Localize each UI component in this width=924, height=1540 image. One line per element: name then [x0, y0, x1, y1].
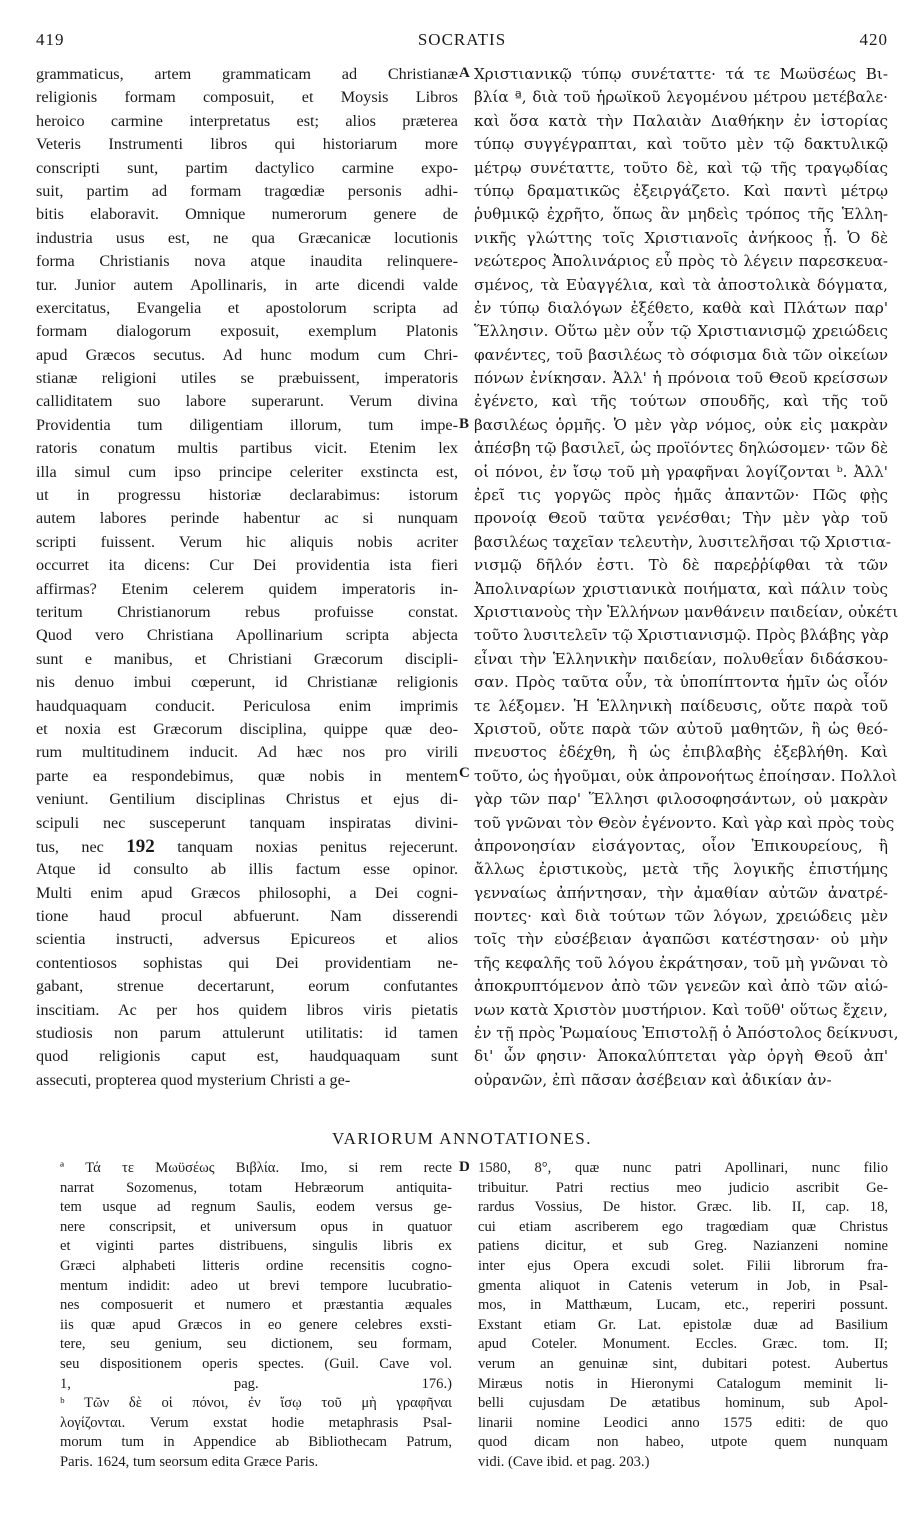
greek-text-line: τοῖς τὴν εὐσέβειαν ἀγαπῶσι κατέστησαν· οὐ μὴν [474, 930, 888, 949]
greek-text-line: τύπῳ δραματικῶς ἐξειργάζετο. Καὶ παντὶ μέτρῳ [474, 181, 888, 200]
annotation-line: linarii nomine Leodici anno 1575 editi: de quo [478, 1414, 888, 1431]
latin-text-line: bitis elaboravit. Omnique numerorum genere de [36, 205, 458, 224]
annotation-line: tem usque ad regnum Saulis, eodem versus ge- [60, 1199, 452, 1216]
greek-text-line: φανέντες, τοῦ βασιλέως τὸ σόφισμα διὰ τῶν οἰκείων [474, 345, 888, 364]
annotation-line: Exstant etiam Gr. Lat. epistolæ duæ ad Basilium [478, 1316, 888, 1333]
greek-text-line: καὶ ὅσα κατὰ τὴν Παλαιὰν Διαθήκην ἐν ἱστορίας [474, 111, 888, 130]
greek-text-line: τοῦτο λυσιτελεῖν τῷ Χριστιανισμῷ. Πρὸς βλάβης γὰρ [474, 626, 889, 645]
annotation-line: patiens dicitur, et sub Greg. Nazianzeni nomine [478, 1238, 888, 1255]
latin-text-line: scientia instructi, adversus Epicureos et alios [36, 930, 458, 949]
greek-text-line: οἱ πόνοι, ἐν ἴσῳ τοῦ μὴ γραφῆναι λογίζονται ᵇ. Ἀλλ' [474, 462, 888, 481]
greek-text-line: εἶναι τὴν Ἑλληνικὴν παιδείαν, πολυθεΐαν διδάσκου- [474, 649, 888, 668]
latin-text-line: forma Christianis nova atque inaudita relinquere- [36, 252, 458, 271]
latin-text-line: religionis formam composuit, et Moysis Libros [36, 88, 458, 107]
annotation-line: nes composuerit et numero et præstantia æquales [60, 1297, 452, 1314]
latin-text-line: suit, partim ad formam tragœdiæ personis adhi- [36, 181, 458, 200]
greek-text-line: τοῦτο, ὡς ἡγοῦμαι, οὐκ ἀπρονοήτως ἐποίησαν. Πολλοὶ [474, 766, 898, 785]
annotation-line: Græci alphabeti litteris ordine recensitis cogno- [60, 1257, 452, 1274]
greek-text-line: ποντες· καὶ διὰ τούτων τῶν λόγων, χρειώδεις μὲν [474, 907, 888, 926]
greek-text-line: Ἀπολιναρίων χριστιανικὰ ποιήματα, καὶ πάλιν τοὺς [474, 579, 888, 598]
greek-text-line: Ἕλλησιν. Οὕτω μὲν οὖν τῷ Χριστιανισμῷ χρειώδεις [474, 322, 888, 341]
annotation-line: mos, in Matthæum, Lucam, etc., reperiri possunt. [478, 1297, 888, 1314]
annotation-line: seu dispositionem operis spectes. (Guil. Cave vol. [60, 1355, 452, 1372]
latin-text-line: Providentia tum diligentiam illorum, tum impe- [36, 415, 458, 434]
annotation-line: λογίζονται. Verum exstat hodie metaphrasis Psal- [60, 1414, 452, 1431]
annotation-line: inter ejus Opera excudi solet. Filii librorum fra- [478, 1257, 888, 1274]
latin-text-line: stianæ religioni utiles se præbuissent, imperatoris [36, 369, 458, 388]
latin-text-line: grammaticus, artem grammaticam ad Christianæ [36, 65, 458, 83]
latin-text-line: et noxia est Græcorum disciplina, quippe quæ deo- [36, 719, 458, 738]
page-number-left: 419 [36, 30, 65, 49]
greek-text-line: νων κατὰ Χριστὸν μυστήριον. Καὶ τοῦθ' οὕτως ἔχειν, [474, 1000, 888, 1019]
latin-text-line: occurret ita dicens: Cur Dei providentia ista fieri [36, 556, 458, 575]
latin-text-line: teritum Christianorum rebus profuisse constat. [36, 602, 458, 621]
latin-text-line: Atque id consulto ab illis factum esse opinor. [36, 860, 458, 879]
greek-text-line: τοῦ γνῶναι τὸν Θεὸν ἐγένοντο. Καὶ γὰρ καὶ πρὸς τοὺς [474, 813, 895, 832]
greek-text-line: σμένος, τὰ Εὐαγγέλια, καὶ τὰ ἀποστολικὰ δόγματα, [474, 275, 888, 294]
annotation-line: Paris. 1624, tum seorsum edita Græce Paris. [60, 1453, 319, 1470]
latin-text-line: formam dialogorum exposuit, exemplum Platonis [36, 322, 458, 341]
latin-text-line: autem labores perinde habentur ac si nunquam [36, 509, 458, 528]
annotations-title: VARIORUM ANNOTATIONES. [332, 1129, 592, 1148]
greek-text-line: ἀπρονοησίαν εἰσάγοντας, οἷον Ἐπικουρείους, ἢ [474, 836, 888, 855]
latin-text-line: quod religionis caput est, haudquaquam sunt [36, 1047, 458, 1066]
greek-text-line: ἀπέσβη τῷ βασιλεῖ, ὡς προϊόντες δηλώσομεν· τῶν δὲ [474, 439, 888, 458]
greek-text-line: ἐρεῖ τις γοργῶς πρὸς ἡμᾶς ἀπαντῶν· Πῶς φῂς [474, 486, 888, 505]
annotation-line: rardus Vossius, De histor. Græc. lib. II, cap. 18, [478, 1199, 888, 1216]
latin-text-line: exercitatus, Evangelia et apostolorum scripta ad [36, 298, 458, 317]
annotation-line: mentum indidit: adeo ut brevi tempore lucubratio- [60, 1277, 452, 1294]
latin-text-line: industria usus est, ne qua Græcanicæ locutionis [36, 228, 458, 247]
greek-text-line: ῥυθμικῷ ἐχρῆτο, ὅπως ἂν μηδεὶς τρόπος τῆς Ἑλλη- [474, 205, 888, 224]
greek-text-column [474, 63, 899, 1092]
greek-text-line: Χριστιανικῷ τύπῳ συνέταττε· τά τε Μωϋσέως Βι- [474, 65, 888, 83]
latin-text-line: studiosis non parum attulerunt utilitatis: id tamen [36, 1024, 458, 1043]
annotations-left-column [60, 1159, 452, 1473]
annotation-line: ᵇ Τῶν δὲ οἱ πόνοι, ἐν ἴσῳ τοῦ μὴ γραφῆναι [60, 1395, 452, 1412]
greek-text-line: τύπῳ συγγέγραπται, καὶ τοῦτο μὲν τῷ δακτυλικῷ [474, 135, 888, 154]
latin-text-line: scipuli nec susceperunt tanquam inspiratas divini- [36, 813, 458, 832]
margin-letter-a: A [459, 65, 470, 81]
latin-text-line: inscitiam. Ac per hos quidem libros viris pietatis [36, 1000, 458, 1019]
greek-text-line: πνευστος ἐδέχθη, ἢ ὡς ἐπιβλαβὴς ἐξεβλήθη. Καὶ [474, 743, 888, 762]
latin-text-line: tione haud procul abfuerunt. Nam disserendi [36, 907, 458, 926]
annotation-line: Miræus notis in Hieronymi Catalogum meminit li- [478, 1375, 888, 1392]
greek-text-line: Χριστοῦ, οὔτε παρὰ τῶν αὐτοῦ μαθητῶν, ἢ ὡς θεό- [474, 719, 888, 738]
greek-text-line: ἄλλως ἐριστικοὺς, μετὰ τῆς λογικῆς ἐπιστήμης [474, 860, 888, 879]
latin-text-line: heroico carmine interpretatus est; alios præterea [36, 111, 458, 130]
latin-text-line: illa simul cum ipso principe celeriter exstincta est, [36, 462, 458, 481]
latin-text-line: apud Græcos secutus. Ad hunc modum cum Chri- [36, 345, 458, 364]
annotation-line: morum tum in Appendice ab Bibliothecam Patrum, [60, 1434, 452, 1451]
annotation-line: narrat Sozomenus, totam Hebræorum antiquita- [60, 1179, 452, 1196]
annotation-line: apud Coteler. Monument. Eccles. Græc. tom. II; [478, 1336, 888, 1353]
margin-letter-c: C [459, 765, 470, 781]
greek-text-line: γὰρ τῶν παρ' Ἕλλησι φιλοσοφησάντων, οὐ μακρὰν [474, 790, 888, 809]
greek-text-line: βασιλέως ταχεῖαν τελευτὴν, λυσιτελῆσαι τῷ Χριστια- [474, 532, 891, 551]
latin-text-line: sunt e manibus, et Christiani Græcorum discipli- [36, 649, 458, 668]
page-number-right: 420 [859, 30, 888, 49]
page-marker-number: 192 [126, 835, 155, 857]
greek-text-line: ἐν τῇ πρὸς Ῥωμαίους Ἐπιστολῇ ὁ Ἀπόστολος δείκνυσι, [474, 1024, 899, 1043]
annotations-right-column [478, 1159, 888, 1473]
greek-text-line: ἀποκρυπτόμενον ἀπὸ τῶν γενεῶν καὶ ἀπὸ τῶν αἰώ- [474, 977, 888, 996]
greek-text-line: δι' ὧν φησιν· Ἀποκαλύπτεται γὰρ ὀργὴ Θεοῦ ἀπ' [474, 1047, 888, 1066]
latin-text-line: haudquaquam conducit. Periculosa enim imprimis [36, 696, 458, 715]
annotation-line: vidi. (Cave ibid. et pag. 203.) [478, 1453, 650, 1470]
greek-text-line: σαν. Πρὸς ταῦτα οὖν, τὰ ὑποπίπτοντα ἡμῖν ὡς οἷόν [474, 673, 888, 692]
latin-text-line: veniunt. Gentilium disciplinas Christus et ejus di- [36, 790, 458, 809]
greek-text-line: τῆς κεφαλῆς τοῦ λόγου ἐκράτησαν, τοῦ μὴ γνῶναι τὸ [474, 953, 888, 972]
latin-text-line: contentiosos sophistas qui Dei providentiam ne- [36, 953, 458, 972]
latin-text-line: Multi enim apud Græcos philosophi, a Dei cogni- [36, 883, 458, 902]
annotation-line: iis quæ apud Græcos in eo genere celebres exsti- [60, 1316, 452, 1333]
latin-text-line: gabant, strenue decertarunt, eorum confutantes [36, 977, 458, 996]
annotation-line: verum an genuinæ sint, dubitari potest. Aubertus [478, 1355, 888, 1372]
annotation-line: gmenta aliquot in Catenis veterum in Job, in Psal- [478, 1277, 888, 1294]
greek-text-line: νικῆς γλώττης τοῖς Χριστιανοῖς ἀνήκοος ᾖ. Ὁ δὲ [474, 228, 888, 247]
latin-text-line: assecuti, propterea quod mysterium Christi a ge- [36, 1070, 351, 1089]
latin-text-line: affirmas? Etenim celerem quidem imperatoris in- [36, 579, 458, 598]
latin-text-line: tus, nec 192 tanquam noxias penitus rejecerunt. [36, 835, 458, 857]
latin-text-column [36, 63, 458, 1092]
running-title: SOCRATIS [417, 30, 507, 49]
latin-text-line: calliditatem suo labore superarunt. Verum divina [36, 392, 458, 411]
latin-text-line: ut in progressu historiæ declarabimus: istorum [36, 486, 458, 505]
annotation-line: cui etiam ascriberem ego tragœdiam quæ Christus [478, 1218, 888, 1235]
greek-text-line: ἐγένετο, καὶ τῆς τούτων σπουδῆς, καὶ τῆς τοῦ [474, 392, 888, 411]
greek-text-line: Χριστιανοὺς τὴν Ἑλλήνων μανθάνειν παιδείαν, οὐκέτι [474, 602, 899, 621]
annotation-line: ª Τά τε Μωϋσέως Βιβλία. Imo, si rem recte [60, 1160, 452, 1176]
greek-text-line: βασιλέως ὁρμῆς. Ὁ μὲν γὰρ νόμος, οὐκ εἰς μακρὰν [474, 415, 888, 434]
annotation-line: quod dicam non habeo, utpote quem nunquam [478, 1434, 888, 1451]
latin-text-line: parte ea respondebimus, quæ nobis in mentem [36, 766, 458, 785]
greek-text-line: νισμῷ δῆλόν ἐστι. Τὸ δὲ παρεῤῥίφθαι τὰ τῶν [474, 556, 888, 575]
margin-letter-d: D [459, 1159, 470, 1175]
latin-text-line: rum multitudinem inducit. Ad hæc nos pro virili [36, 743, 458, 762]
annotation-line: tribuitur. Patri rectius meo judicio ascribit Ge- [478, 1179, 888, 1196]
latin-text-line: nis denuo imbui cœperunt, id Christianæ religionis [36, 673, 458, 692]
greek-text-line: οὐρανῶν, ἐπὶ πᾶσαν ἀσέβειαν καὶ ἀδικίαν ἀν- [474, 1070, 832, 1089]
greek-text-line: γενναίως ἀπήντησαν, τὴν ἀμαθίαν αὐτῶν ἀνατρέ- [474, 883, 888, 902]
greek-text-line: τε λέξομεν. Ἡ Ἑλληνικὴ παίδευσις, οὔτε παρὰ τοῦ [474, 696, 888, 715]
latin-text-line: scripti fuissent. Verum hic aliquis nobis acriter [36, 532, 458, 551]
greek-text-line: πόνων ἐνίκησαν. Ἀλλ' ἡ πρόνοια τοῦ Θεοῦ κρείσσων [474, 369, 888, 388]
greek-text-line: βλία ª, διὰ τοῦ ἡρωϊκοῦ λεγομένου μέτρου μετέβαλε· [474, 88, 888, 107]
greek-text-line: προνοίᾳ Θεοῦ ταῦτα γενέσθαι; Τὴν μὲν γὰρ τοῦ [474, 509, 888, 528]
margin-letter-b: B [459, 416, 470, 432]
annotation-line: nere conscripsit, et universum opus in quatuor [60, 1218, 452, 1235]
latin-text-line: Quod vero Christiana Apollinarium scripta abjecta [36, 626, 458, 645]
greek-text-line: μέτρῳ συνέταττε, τοῦτο δὲ, καὶ τῷ τῆς τραγῳδίας [474, 158, 888, 177]
annotation-line: tere, seu genium, seu dictionem, seu formam, [60, 1336, 452, 1353]
annotation-line: 1580, 8°, quæ nunc patri Apollinari, nunc filio [478, 1160, 888, 1176]
running-header [36, 30, 888, 56]
greek-text-line: νεώτερος Ἀπολινάριος εὖ πρὸς τὸ λέγειν παρεσκευα- [474, 252, 888, 271]
latin-text-line: conscripti sunt, partim dactylico carmine expo- [36, 158, 458, 177]
annotation-line: et viginti partes distribuens, singulis libris ex [60, 1238, 452, 1255]
greek-text-line: ἐν τύπῳ διαλόγων ἐξέθετο, καθὰ καὶ Πλάτων παρ' [474, 298, 888, 317]
annotation-line: belli cujusdam De ætatibus hominum, sub Apol- [478, 1395, 888, 1412]
latin-text-line: tur. Junior autem Apollinaris, in arte dicendi valde [36, 275, 458, 294]
latin-text-line: Veteris Instrumenti libros qui historiarum more [36, 135, 458, 154]
latin-text-line: ratoris conatum multis partibus vicit. Etenim lex [36, 439, 458, 458]
annotation-line: 1, pag. 176.) [60, 1375, 452, 1392]
